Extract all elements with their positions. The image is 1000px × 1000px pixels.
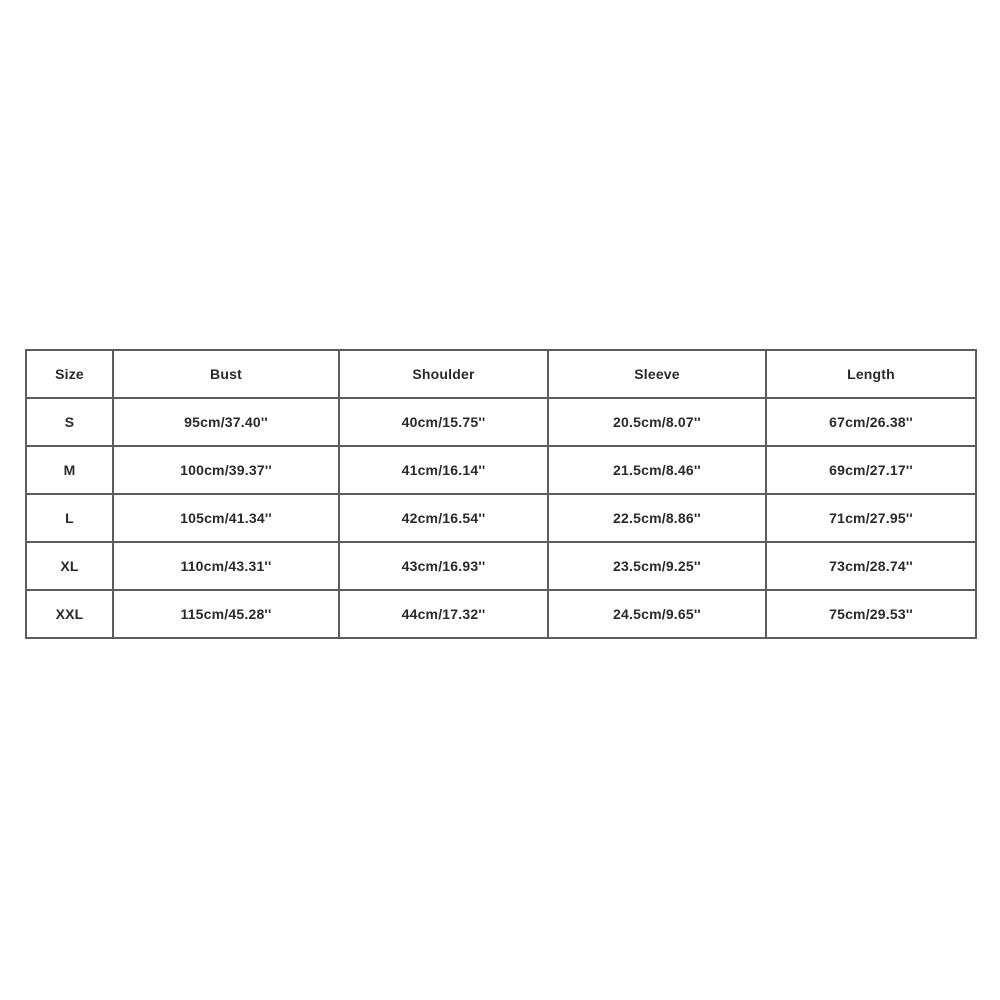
cell-length: 73cm/28.74'' <box>766 542 976 590</box>
table-row <box>26 446 976 494</box>
cell-sleeve: 20.5cm/8.07'' <box>548 398 766 446</box>
cell-length: 75cm/29.53'' <box>766 590 976 638</box>
cell-sleeve: 21.5cm/8.46'' <box>548 446 766 494</box>
cell-size: S <box>26 398 113 446</box>
cell-shoulder: 42cm/16.54'' <box>339 494 548 542</box>
size-chart-table <box>25 349 977 639</box>
header-length: Length <box>766 350 976 398</box>
cell-sleeve: 22.5cm/8.86'' <box>548 494 766 542</box>
table-row <box>26 398 976 446</box>
header-bust: Bust <box>113 350 339 398</box>
table-header-row <box>26 350 976 398</box>
header-sleeve: Sleeve <box>548 350 766 398</box>
cell-shoulder: 44cm/17.32'' <box>339 590 548 638</box>
cell-length: 69cm/27.17'' <box>766 446 976 494</box>
cell-shoulder: 41cm/16.14'' <box>339 446 548 494</box>
cell-bust: 105cm/41.34'' <box>113 494 339 542</box>
cell-size: XL <box>26 542 113 590</box>
cell-sleeve: 23.5cm/9.25'' <box>548 542 766 590</box>
cell-length: 71cm/27.95'' <box>766 494 976 542</box>
table-row <box>26 590 976 638</box>
table-row <box>26 542 976 590</box>
header-shoulder: Shoulder <box>339 350 548 398</box>
cell-size: M <box>26 446 113 494</box>
cell-length: 67cm/26.38'' <box>766 398 976 446</box>
cell-bust: 110cm/43.31'' <box>113 542 339 590</box>
cell-sleeve: 24.5cm/9.65'' <box>548 590 766 638</box>
cell-bust: 115cm/45.28'' <box>113 590 339 638</box>
cell-shoulder: 43cm/16.93'' <box>339 542 548 590</box>
table-row <box>26 494 976 542</box>
cell-bust: 95cm/37.40'' <box>113 398 339 446</box>
cell-bust: 100cm/39.37'' <box>113 446 339 494</box>
header-size: Size <box>26 350 113 398</box>
cell-size: L <box>26 494 113 542</box>
cell-shoulder: 40cm/15.75'' <box>339 398 548 446</box>
cell-size: XXL <box>26 590 113 638</box>
